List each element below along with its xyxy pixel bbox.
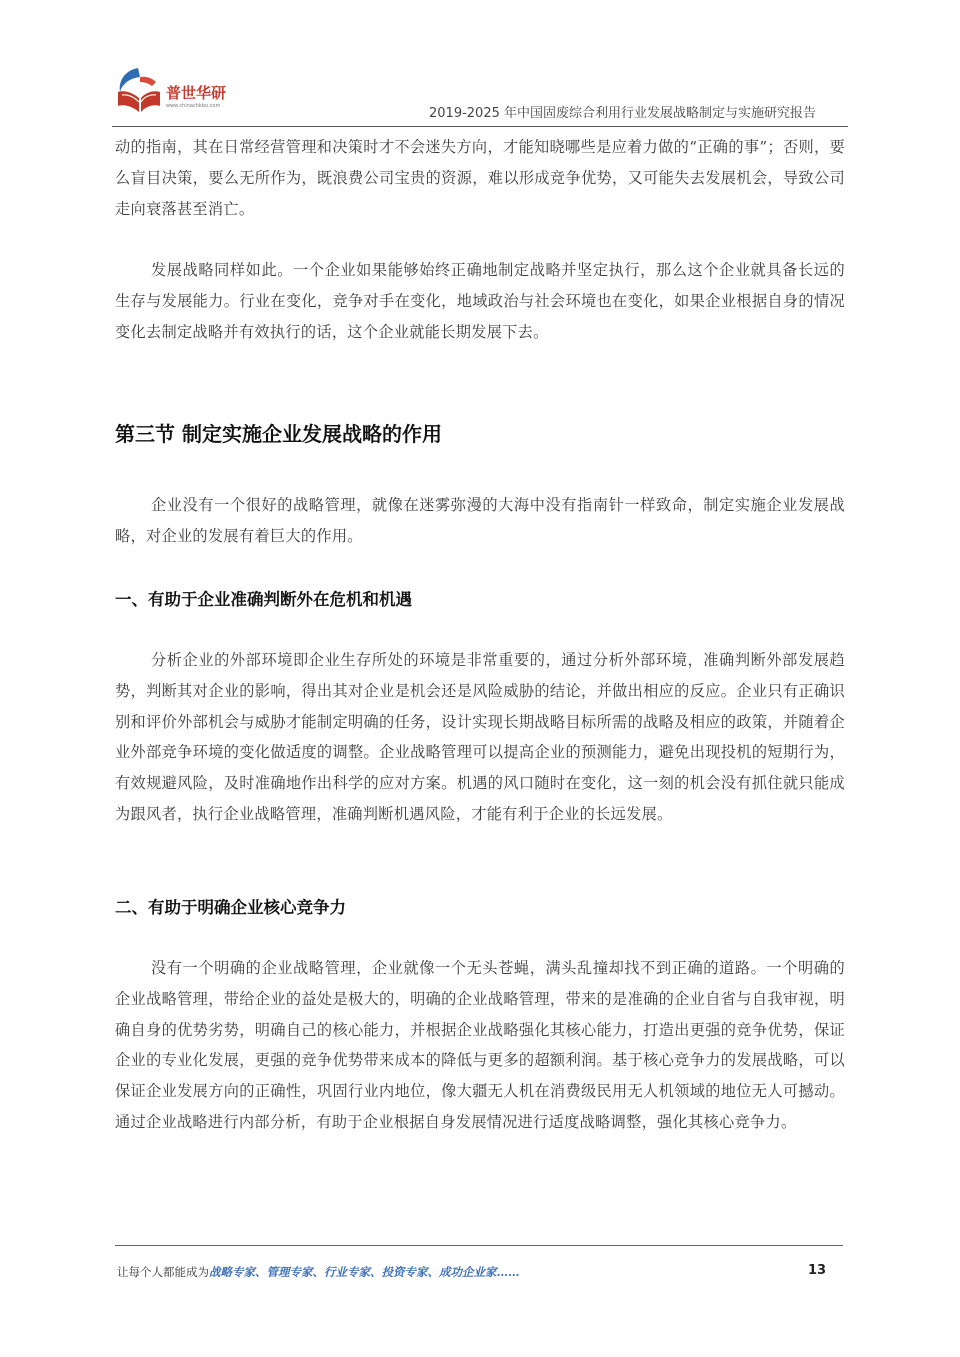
subsection-heading-1: 一、有助于企业准确判断外在危机和机遇 <box>115 590 412 609</box>
paragraph-continued: 动的指南，其在日常经营管理和决策时才不会迷失方向，才能知晓哪些是应着力做的“正确的事”；否则，要么盲目决策，要么无所作为，既浪费公司宝贵的资源，难以形成竞争优势，又可能失去发展机会，导致公司走向衰落甚至消亡。 <box>115 138 845 218</box>
logo-url: www.chinachkbu.com <box>166 103 221 109</box>
company-logo <box>112 62 252 120</box>
report-title: 2019-2025 年中国固废综合利用行业发展战略制定与实施研究报告 <box>429 106 816 121</box>
footer-slogan <box>117 1264 520 1280</box>
logo-text: 普世华研 <box>166 84 227 102</box>
paragraph-external-environment: 分析企业的外部环境即企业生存所处的环境是非常重要的，通过分析外部环境，准确判断外部发展趋势，判断其对企业的影响，得出其对企业是机会还是风险威胁的结论，并做出相应的反应。企业只有正确识别和评价外部机会与威胁才能制定明确的任务，设计实现长期战略目标所需的战略及相应的政策，并随着企业外部竞争环境的变化做适度的调整。企业战略管理可以提高企业的预测能力，避免出现投机的短期行为，有效规避风险，及时准确地作出科学的应对方案。机遇的风口随时在变化，这一刻的机会没有抓住就只能成为跟风者，执行企业战略管理，准确判断机遇风险，才能有利于企业的长远发展。 <box>115 651 845 823</box>
footer-slogan-prefix: 让每个人都能成为 <box>117 1265 209 1279</box>
subsection-heading-2: 二、有助于明确企业核心竞争力 <box>115 898 346 917</box>
page-header <box>112 62 848 128</box>
footer-slogan-accent: 战略专家、管理专家、行业专家、投资专家、成功企业家…… <box>209 1265 520 1279</box>
header-divider <box>112 126 848 127</box>
logo-book-icon <box>112 62 168 118</box>
section-heading: 第三节 制定实施企业发展战略的作用 <box>115 422 442 446</box>
footer-divider <box>115 1245 843 1246</box>
paragraph-strategy-same: 发展战略同样如此。一个企业如果能够始终正确地制定战略并坚定执行，那么这个企业就具备长远的生存与发展能力。行业在变化，竞争对手在变化，地域政治与社会环境也在变化，如果企业根据自身的情况变化去制定战略并有效执行的话，这个企业就能长期发展下去。 <box>115 261 845 341</box>
paragraph-core-competence: 没有一个明确的企业战略管理，企业就像一个无头苍蝇，满头乱撞却找不到正确的道路。一个明确的企业战略管理，带给企业的益处是极大的，明确的企业战略管理，带来的是准确的企业自省与自我审视，明确自身的优势劣势，明确自己的核心能力，并根据企业战略强化其核心能力，打造出更强的竞争优势，保证企业的专业化发展，更强的竞争优势带来成本的降低与更多的超额利润。基于核心竞争力的发展战略，可以保证企业发展方向的正确性，巩固行业内地位，像大疆无人机在消费级民用无人机领域的地位无人可撼动。通过企业战略进行内部分析，有助于企业根据自身发展情况进行适度战略调整，强化其核心竞争力。 <box>115 959 845 1131</box>
paragraph-section-intro: 企业没有一个很好的战略管理，就像在迷雾弥漫的大海中没有指南针一样致命，制定实施企业发展战略，对企业的发展有着巨大的作用。 <box>115 496 845 545</box>
page-number: 13 <box>808 1263 827 1278</box>
